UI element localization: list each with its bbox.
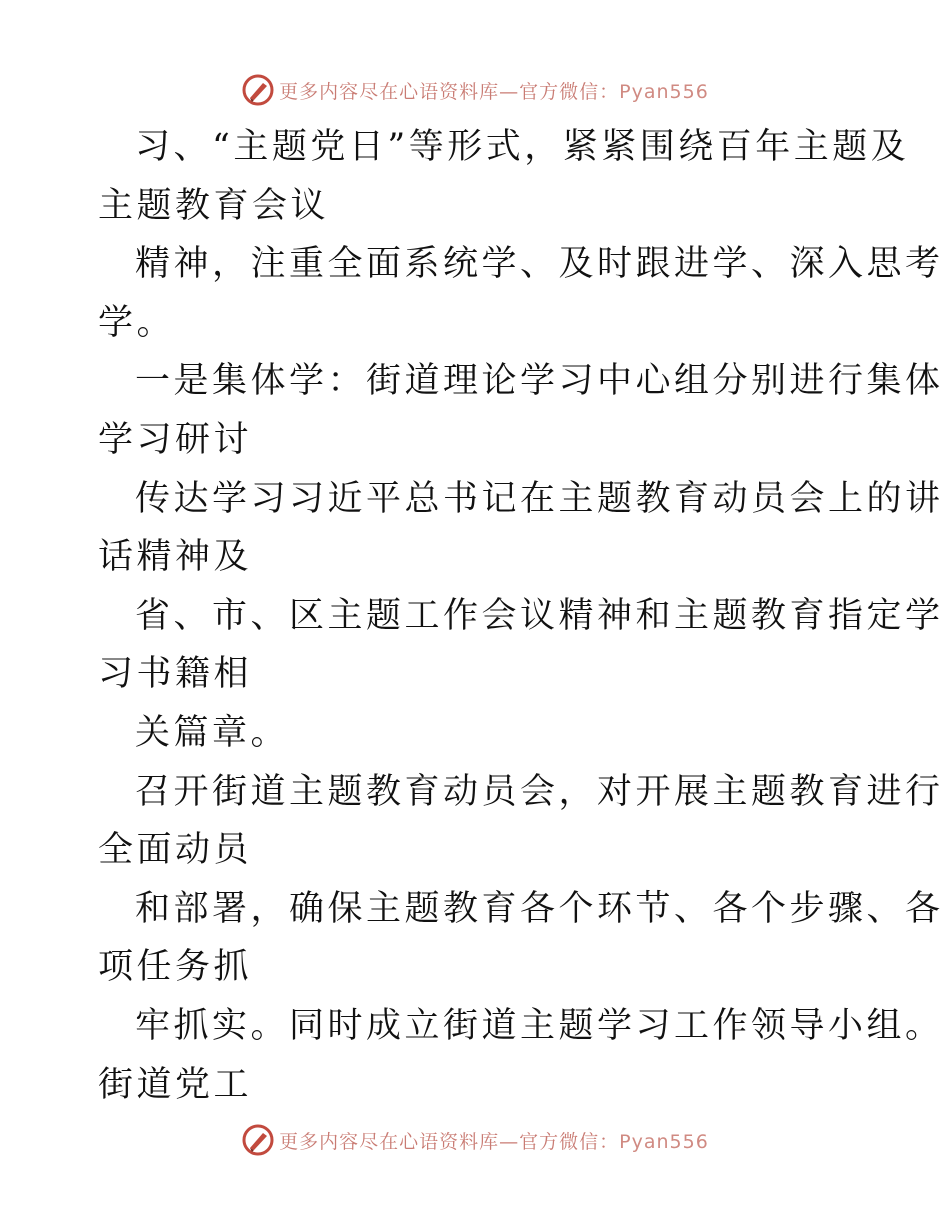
watermark-account: Pyan556	[619, 80, 709, 103]
watermark-label: 更多内容尽在心语资料库—官方微信：	[279, 80, 620, 103]
footer-watermark-text	[279, 1127, 709, 1154]
body-line: 学。	[98, 302, 176, 343]
body-line: 精神，注重全面系统学、及时跟进学、深入思考	[135, 244, 944, 285]
body-line: 省、市、区主题工作会议精神和主题教育指定学	[135, 595, 944, 636]
body-line: 一是集体学：街道理论学习中心组分别进行集体	[135, 361, 944, 402]
body-line: 习书籍相	[98, 654, 253, 695]
footer-watermark	[0, 1120, 950, 1160]
watermark-label: 更多内容尽在心语资料库—官方微信：	[279, 1130, 620, 1153]
body-line: 传达学习习近平总书记在主题教育动员会上的讲	[135, 478, 944, 519]
watermark-account: Pyan556	[619, 1130, 709, 1153]
body-line: 牢抓实。同时成立街道主题学习工作领导小组。	[135, 1005, 944, 1046]
body-line: 项任务抓	[98, 947, 253, 988]
header-watermark-text	[279, 77, 709, 104]
body-line: 召开街道主题教育动员会，对开展主题教育进行	[135, 771, 944, 812]
body-line: 学习研讨	[98, 419, 253, 460]
body-line: 话精神及	[98, 537, 253, 578]
document-body	[98, 118, 944, 1114]
body-line: 和部署，确保主题教育各个环节、各个步骤、各	[135, 888, 944, 929]
body-line: 关篇章。	[135, 712, 290, 753]
body-line: 全面动员	[98, 830, 253, 871]
body-line: 习、“主题党日”等形式，紧紧围绕百年主题及	[135, 127, 910, 167]
pen-logo-icon	[241, 73, 275, 107]
body-line: 街道党工	[98, 1064, 253, 1105]
body-line: 主题教育会议	[98, 185, 330, 226]
pen-logo-icon	[241, 1123, 275, 1157]
header-watermark	[0, 70, 950, 110]
